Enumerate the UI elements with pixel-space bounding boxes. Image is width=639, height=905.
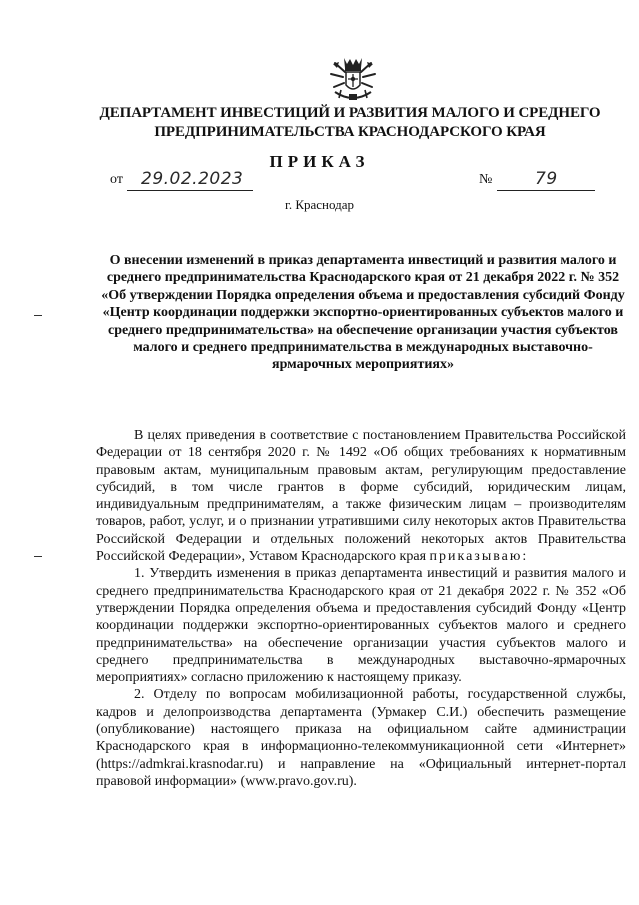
preamble-text: В целях приведения в соответствие с постановлением Правительства Российской Федерации от 18 сентября 2020 г. № 1492 «Об общих требованиях к нормативным правовым актам, муниципальным правовым актам, регулирующим предоставление субсидий, в том числе грантов в форме субсидий, юридическим лицам, индивидуальным предпринимателям, а также физическим лицам – производителям товаров, работ, услуг, и о признании утратившими силу некоторых актов Правительства Российской Федерации и отдельных положений некоторых актов Правительства Российской Федерации», Уставом Краснодарского края — [96, 428, 626, 565]
order-number-field — [497, 170, 595, 191]
order-date-handwritten: 29.02.2023 — [141, 169, 244, 189]
city: г. Краснодар — [284, 197, 355, 212]
order-heading: ПРИКАЗ — [269, 152, 370, 171]
margin-mark — [34, 556, 42, 557]
orders-word: приказываю: — [429, 549, 529, 565]
order-title: О внесении изменений в приказ департамента инвестиций и развития малого и среднего предпринимательства Краснодарского края от 21 декабря 2022 г. № 352 «Об утверждении Порядка определения объема и предоставления субсидий Фонду «Центр координации поддержки экспортно-ориентированных субъектов малого и среднего предпринимательства» на обеспечение организации участия субъектов малого и среднего предпринимательства в международных выставочно-ярмарочных мероприятиях» — [101, 253, 625, 373]
margin-mark — [34, 315, 42, 316]
number-label: № — [479, 172, 493, 187]
item-2-paragraph: 2. Отделу по вопросам мобилизационной работы, государственной службы, кадров и делопроизводства департамента (Урмакер С.И.) обеспечить размещение (опубликование) настоящего приказа на официальном сайте администрации Краснодарского края в информационно-телекоммуникационной сети «Интернет» (https://admkrai.krasnodar.ru) и направление на «Официальный интернет-портал правовой информации» (www.pravo.gov.ru). — [96, 687, 626, 789]
department-name: ДЕПАРТАМЕНТ ИНВЕСТИЦИЙ И РАЗВИТИЯ МАЛОГО И СРЕДНЕГО ПРЕДПРИНИМАТЕЛЬСТВА КРАСНОДАРСКОГО КРАЯ — [99, 105, 601, 140]
item-1-paragraph: 1. Утвердить изменения в приказ департамента инвестиций и развития малого и среднего предпринимательства Краснодарского края от 21 декабря 2022 г. № 352 «Об утверждении Порядка определения объема и предоставления субсидий Фонду «Центр координации поддержки экспортно-ориентированных субъектов малого и среднего предпринимательства» на обеспечение организации участия субъектов малого и среднего предпринимательства в международных выставочно-ярмарочных мероприятиях» согласно приложению к настоящему приказу. — [96, 566, 626, 686]
coat-of-arms-icon — [327, 52, 379, 104]
date-label: от — [110, 172, 123, 187]
order-body — [96, 427, 626, 790]
order-number-handwritten: 79 — [535, 169, 558, 189]
preamble-paragraph — [96, 427, 626, 565]
order-date-field — [127, 170, 253, 191]
